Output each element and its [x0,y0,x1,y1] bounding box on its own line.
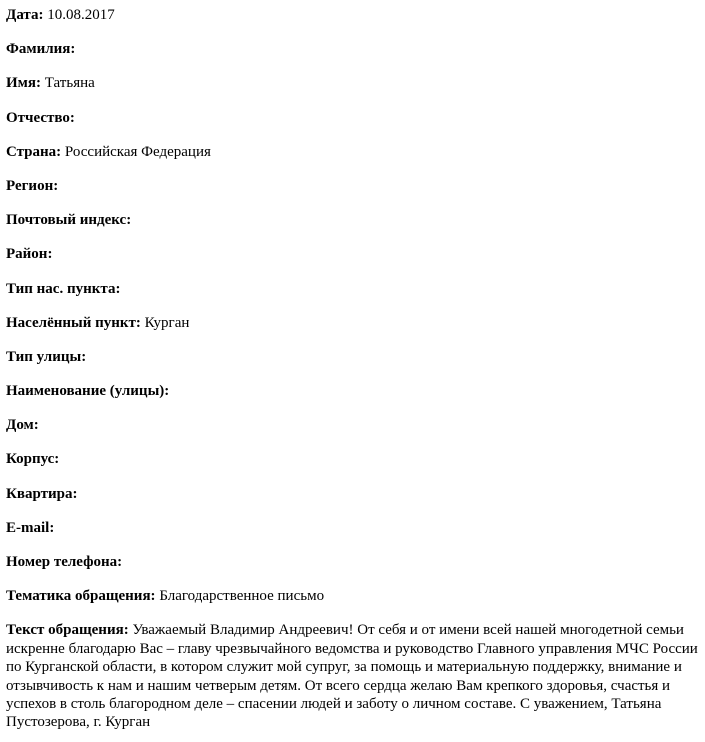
field-label: Фамилия: [6,41,76,58]
field-apartment [6,479,705,513]
field-street-type [6,342,705,376]
field-label: E-mail: [6,519,55,536]
field-value: Татьяна [44,75,95,92]
field-region [6,171,705,205]
field-label: Тематика обращения: [6,588,156,605]
field-label: Наименование (улицы): [6,383,170,400]
field-patronymic [6,103,705,137]
field-date [6,0,705,34]
field-label: Квартира: [6,485,78,502]
field-label: Район: [6,246,53,263]
field-settlement [6,308,705,342]
field-phone [6,547,705,581]
appeal-document [6,0,705,732]
field-house [6,410,705,444]
field-label: Страна: [6,143,62,160]
field-country [6,137,705,171]
field-label: Имя: [6,75,41,92]
field-label: Почтовый индекс: [6,212,132,229]
field-email [6,513,705,547]
field-surname [6,34,705,68]
field-label: Отчество: [6,109,75,126]
field-settlement-type [6,274,705,308]
field-topic [6,581,705,615]
field-district [6,239,705,273]
field-first-name [6,68,705,102]
field-value: Благодарственное письмо [159,588,325,605]
field-value: 10.08.2017 [47,7,115,23]
field-label: Регион: [6,177,59,194]
field-message [6,615,705,731]
field-label: Дом: [6,417,39,434]
message-text: Уважаемый Владимир Андреевич! От себя и от имени всей нашей многодетной семьи искренне благодарю Вас – главу чрезвычайного ведомства и руководство Главного управления МЧС России по Курганской области, в котором служит мой супруг, за помощь и материальную поддержку, внимание и отзывчивость к нам и нашим четверым детям. От всего сердца желаю Вам крепкого здоровья, счастья и успехов в столь благородном деле – спасении людей и заботу о личном составе. С уважением, Татьяна Пустозерова, г. Курган [6,622,698,731]
field-building [6,444,705,478]
field-label: Дата: [6,7,44,23]
field-label: Номер телефона: [6,554,123,570]
field-street-name [6,376,705,410]
field-value: Курган [144,314,190,331]
field-value: Российская Федерация [64,143,211,160]
message-label: Текст обращения: [6,622,129,639]
field-label: Корпус: [6,451,60,468]
field-postal-code [6,205,705,239]
field-label: Тип улицы: [6,348,87,365]
field-label: Тип нас. пункта: [6,280,121,297]
field-label: Населённый пункт: [6,314,141,331]
